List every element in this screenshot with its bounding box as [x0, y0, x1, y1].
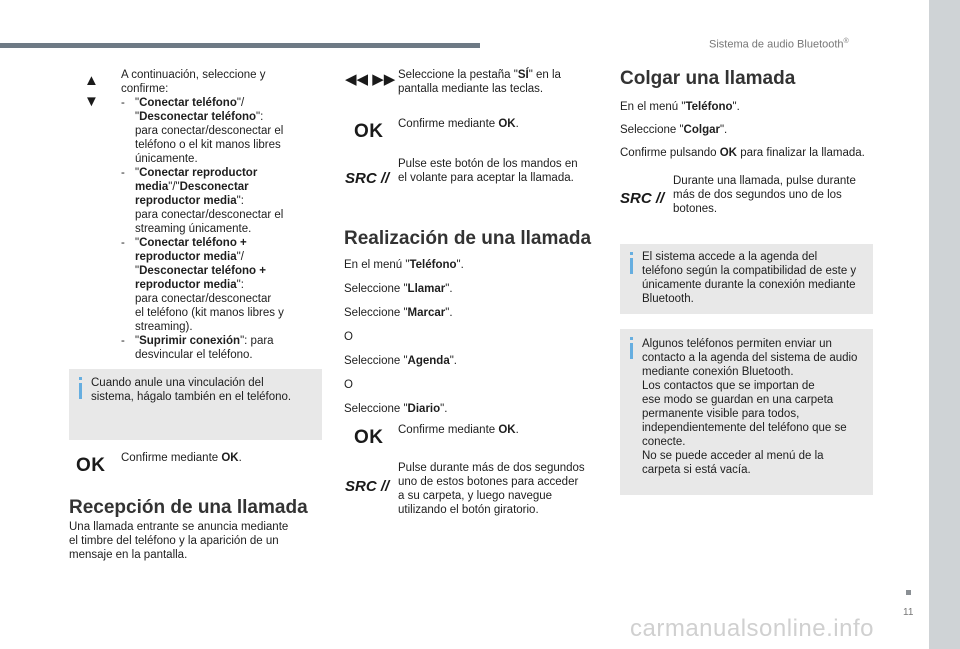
info-icon — [630, 258, 633, 274]
folder-access-text: Pulse durante más de dos segundos uno de estos botones para acceder a su carpeta, y luego navegue utilizando el botón giratorio. — [398, 462, 585, 516]
watermark: carmanualsonline.info — [630, 615, 874, 642]
src-button-icon: SRC // — [620, 190, 665, 207]
src-button-icon: SRC // — [345, 170, 390, 187]
info-box-agenda: El sistema accede a la agenda del teléfono según la compatibilidad de este y únicamente durante la conexión mediante Bluetooth. — [620, 244, 873, 314]
section-title: Sistema de audio Bluetooth® — [709, 38, 849, 51]
left-right-arrows-icon: ◀◀ ▶▶ — [345, 71, 396, 88]
continue-marker — [906, 590, 911, 595]
selection-instructions: A continuación, seleccione y confirme: - "Conectar teléfono"/ "Desconectar teléfono": para conectar/desconectar el teléfono o el kit manos libres únicamente. - "Conectar reproductor media"/"Desconectar reproductor media": para conectar/desconectar el streaming únicamente. - "Conectar teléfono + reproductor media"/ "Desconectar teléfono + reproductor media": para conectar/desconectar el teléfono (kit manos libres y streaming). - "Suprimir conexión": para desvincular el teléfono. — [121, 69, 284, 361]
ok-button-icon: OK — [354, 427, 384, 448]
ok-button-icon: OK — [76, 455, 106, 476]
page-number: 11 — [903, 607, 914, 618]
info-icon — [630, 343, 633, 359]
info-box-unlink: Cuando anule una vinculación del sistema, hágalo también en el teléfono. — [69, 369, 322, 440]
confirm-text: Confirme mediante OK. — [398, 118, 519, 130]
colgar-steps: En el menú "Teléfono". Seleccione "Colgar". Confirme pulsando OK para finalizar la llamada. — [620, 101, 865, 159]
heading-realizacion: Realización de una llamada — [344, 228, 592, 249]
tab-select-text: Seleccione la pestaña "SÍ" en la pantalla mediante las teclas. — [398, 69, 561, 95]
arrow-up-icon: ▲ — [84, 72, 99, 89]
realizacion-steps: En el menú "Teléfono". Seleccione "Llamar". Seleccione "Marcar". O Seleccione "Agenda". O Seleccione "Diario". — [344, 259, 464, 415]
heading-colgar: Colgar una llamada — [620, 68, 796, 89]
src-button-icon: SRC // — [345, 478, 390, 495]
hangup-text: Durante una llamada, pulse durante más de dos segundos uno de los botones. — [673, 175, 856, 215]
info-box-contacts: Algunos teléfonos permiten enviar un contacto a la agenda del sistema de audio mediante conexión Bluetooth. Los contactos que se importan de ese modo se guardan en una carpeta permanente visible para todos, independientemente del teléfono que se conecte. No se puede acceder al menú de la carpeta si está vacía. — [620, 329, 873, 495]
accept-call-text: Pulse este botón de los mandos en el volante para aceptar la llamada. — [398, 158, 578, 184]
confirm-text: Confirme mediante OK. — [121, 452, 242, 464]
confirm-text: Confirme mediante OK. — [398, 424, 519, 436]
recepcion-text: Una llamada entrante se anuncia mediante el timbre del teléfono y la aparición de un mensaje en la pantalla. — [69, 521, 289, 561]
arrow-down-icon: ▼ — [84, 93, 99, 110]
info-icon — [79, 383, 82, 399]
heading-recepcion: Recepción de una llamada — [69, 497, 308, 518]
header-rule — [0, 43, 480, 48]
page-sidebar — [929, 0, 960, 649]
ok-button-icon: OK — [354, 121, 384, 142]
